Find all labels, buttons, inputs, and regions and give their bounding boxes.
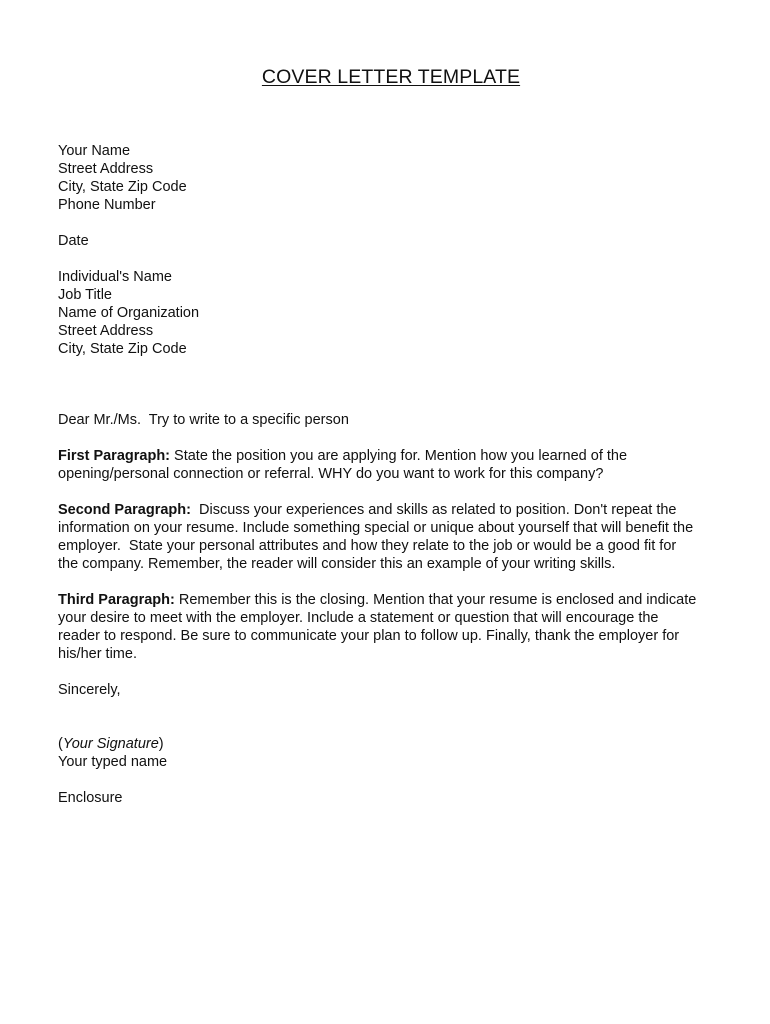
sender-block <box>58 142 732 214</box>
third-paragraph <box>58 591 732 663</box>
third-paragraph-line: his/her time. <box>58 646 137 662</box>
signature-close-paren: ) <box>158 736 164 752</box>
first-paragraph-line: State the position you are applying for. Mention how you learned of the <box>170 448 628 464</box>
first-paragraph-line: opening/personal connection or referral. WHY do you want to work for this company? <box>58 466 604 482</box>
second-paragraph-line: information on your resume. Include something special or unique about yourself that will benefit the <box>58 520 694 536</box>
date-line: Date <box>58 233 89 249</box>
second-paragraph-line: Discuss your experiences and skills as related to position. Don't repeat the <box>190 502 677 518</box>
signature-placeholder: Your Signature <box>62 736 159 752</box>
recipient-name: Individual's Name <box>58 269 172 285</box>
sender-name: Your Name <box>58 143 131 159</box>
second-paragraph-line: employer. State your personal attributes and how they relate to the job or would be a good fit for <box>58 538 677 554</box>
closing: Sincerely, <box>58 682 121 698</box>
sender-city: City, State Zip Code <box>58 179 187 195</box>
recipient-organization: Name of Organization <box>58 305 200 321</box>
third-paragraph-line: Remember this is the closing. Mention that your resume is enclosed and indicate <box>174 592 697 608</box>
third-paragraph-line: your desire to meet with the employer. Include a statement or question that will encourage the <box>58 610 659 626</box>
second-paragraph-line: the company. Remember, the reader will consider this an example of your writing skills. <box>58 556 616 572</box>
first-paragraph <box>58 447 732 483</box>
sender-street: Street Address <box>58 161 154 177</box>
recipient-block <box>58 268 732 358</box>
page-title: COVER LETTER TEMPLATE <box>261 66 521 88</box>
recipient-city: City, State Zip Code <box>58 341 187 357</box>
recipient-street: Street Address <box>58 323 154 339</box>
third-paragraph-label: Third Paragraph: <box>58 592 175 608</box>
signature-open-paren: ( <box>58 736 63 752</box>
typed-name: Your typed name <box>58 754 168 770</box>
salutation: Dear Mr./Ms. Try to write to a specific person <box>58 412 349 428</box>
letter-body <box>58 142 732 807</box>
sender-phone: Phone Number <box>58 197 156 213</box>
second-paragraph <box>58 501 732 573</box>
signature-line <box>58 735 732 753</box>
recipient-job-title: Job Title <box>58 287 112 303</box>
third-paragraph-line: reader to respond. Be sure to communicate your plan to follow up. Finally, thank the employer for <box>58 628 680 644</box>
enclosure: Enclosure <box>58 790 123 806</box>
second-paragraph-label: Second Paragraph: <box>58 502 191 518</box>
first-paragraph-label: First Paragraph: <box>58 448 170 464</box>
